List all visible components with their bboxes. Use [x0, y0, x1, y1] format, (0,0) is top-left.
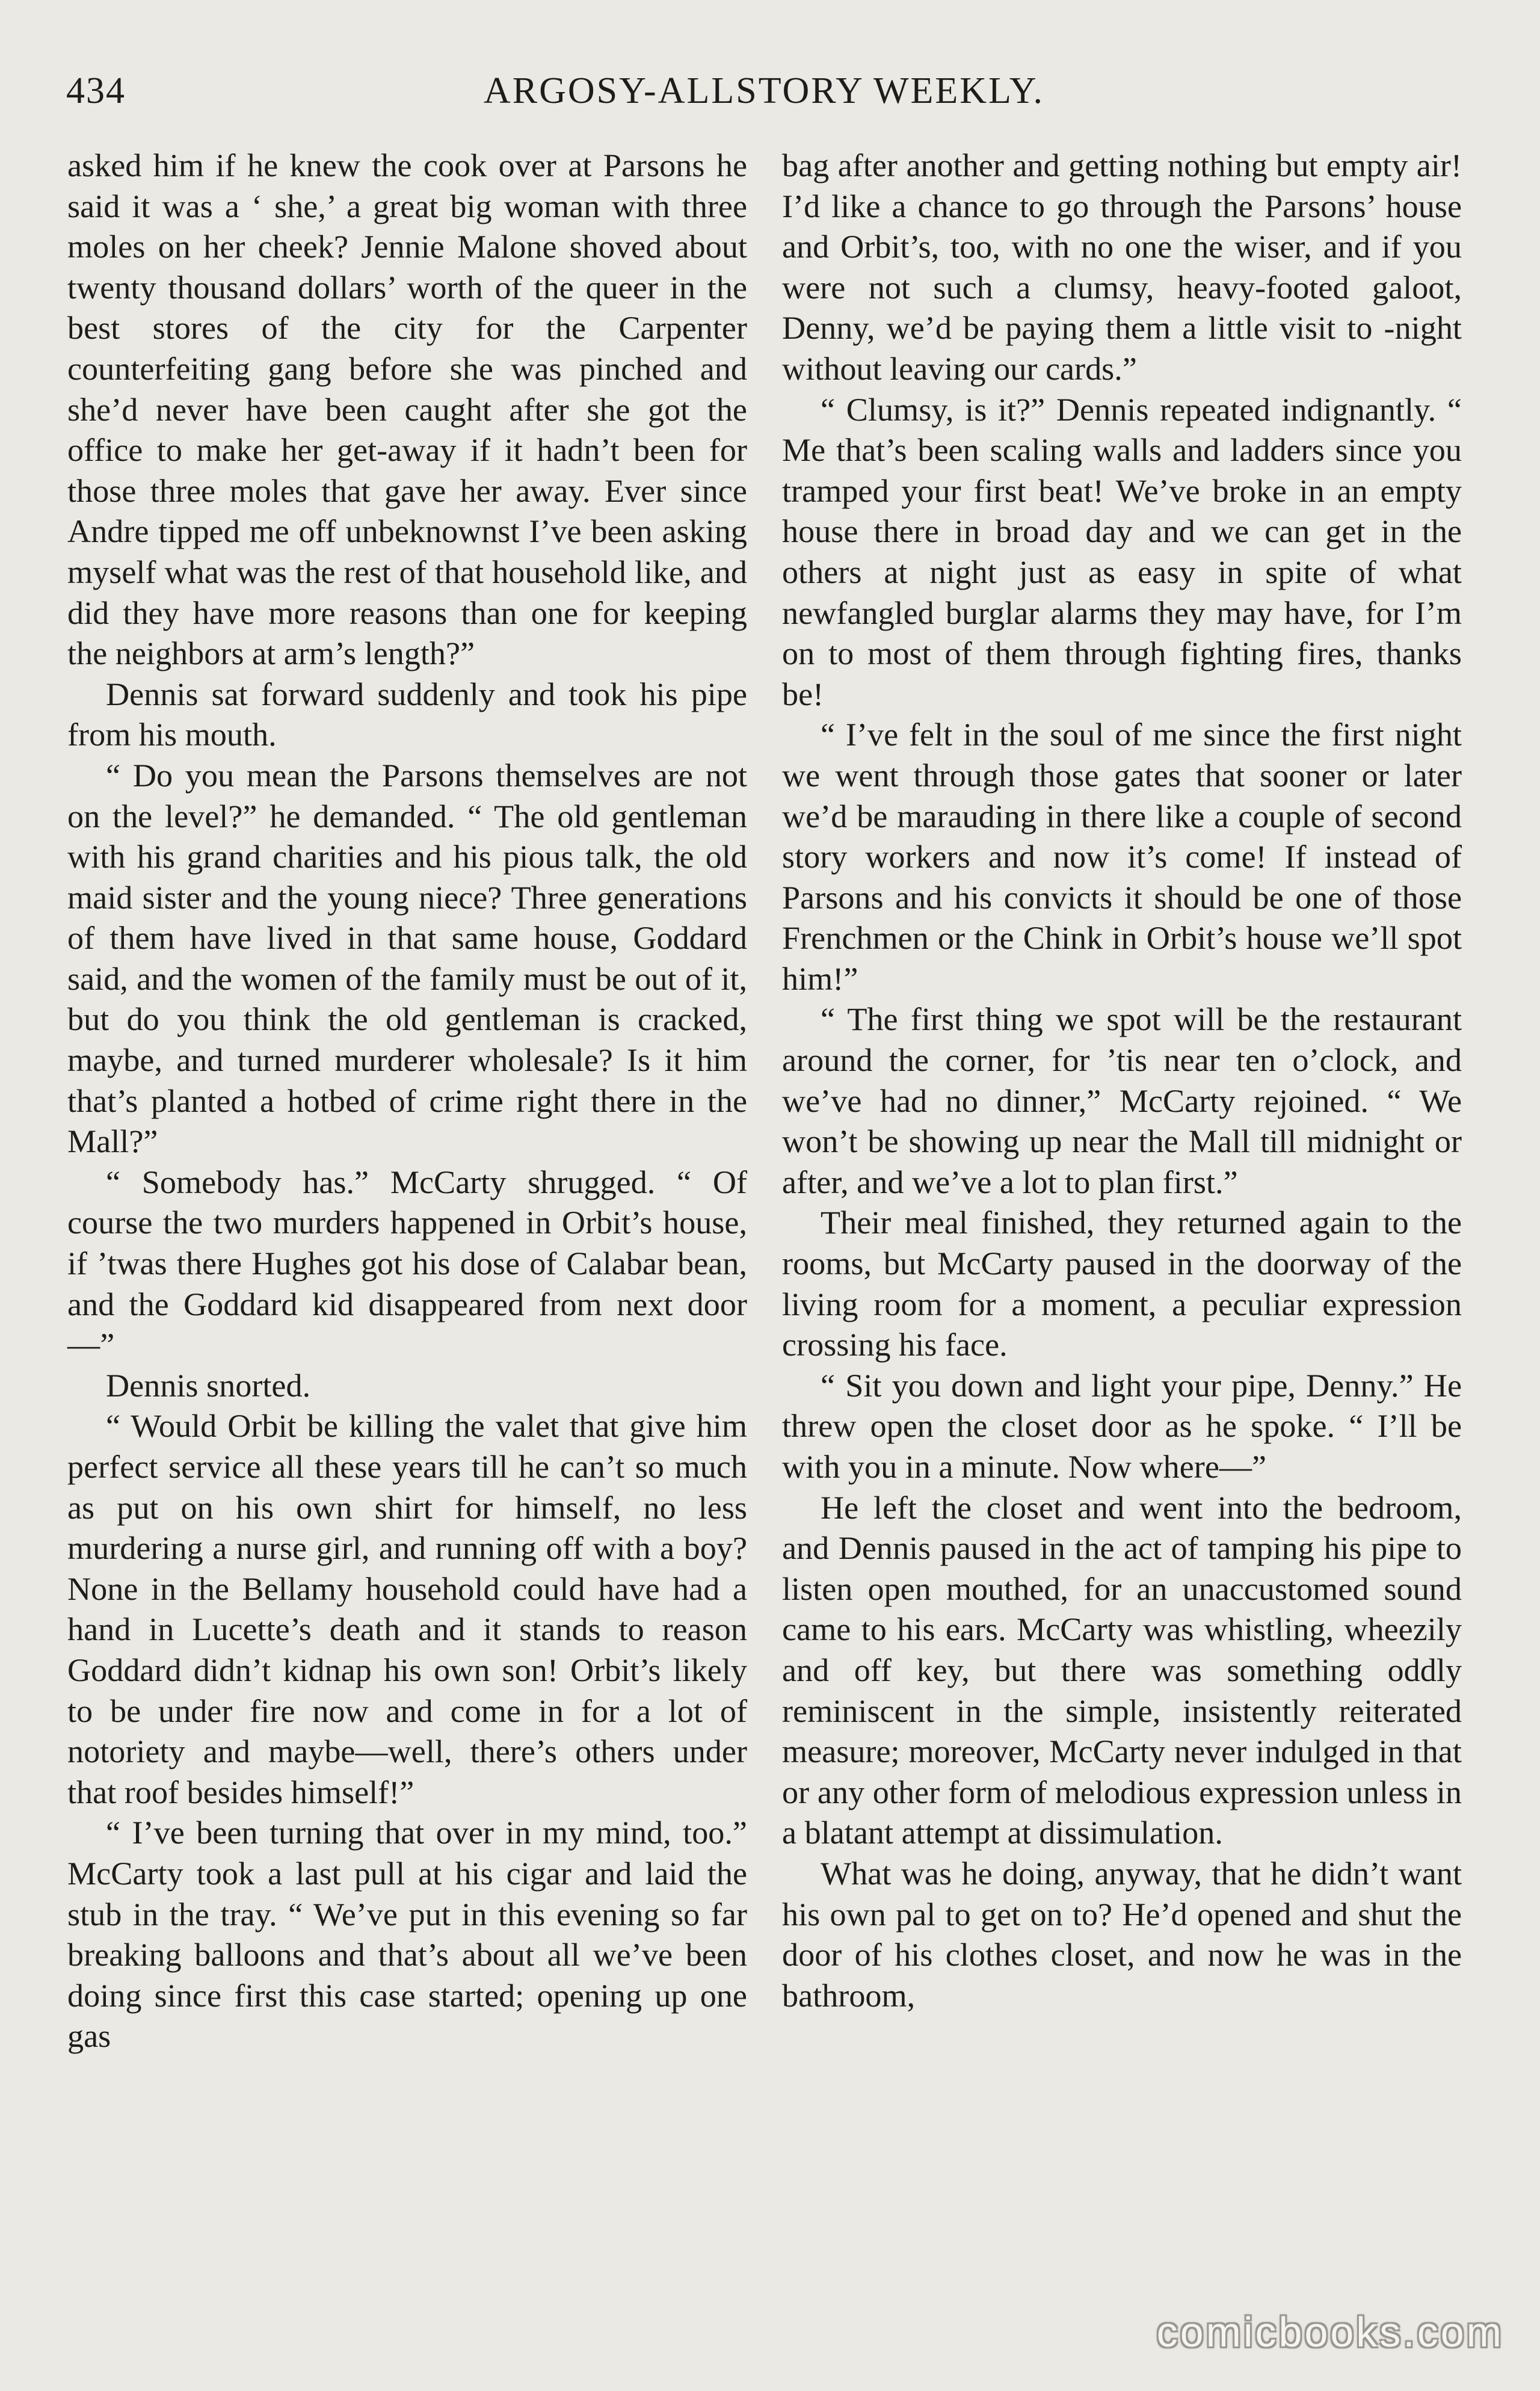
paragraph: “ Clumsy, is it?” Dennis repeated indignantly. “ Me that’s been scaling walls and ladders since you tramped your first beat! We’ve broke in an empty house there in broad day and we can get in the others at night just as easy in spite of what newfangled burglar alarms they may have, for I’m on to most of them through fighting fires, thanks be!: [782, 391, 1462, 712]
paragraph: Dennis sat forward suddenly and took his pipe from his mouth.: [67, 676, 747, 753]
paragraph: “ Sit you down and light your pipe, Denny.” He threw open the closet door as he spoke. “ I’ll be with you in a minute. Now where—”: [782, 1367, 1462, 1485]
paragraph: “ Somebody has.” McCarty shrugged. “ Of course the two murders happened in Orbit’s house, if ’twas there Hughes got his dose of Calabar bean, and the Goddard kid disappeared from next door—”: [67, 1164, 747, 1363]
page-header: [66, 65, 1462, 119]
paragraph: “ I’ve been turning that over in my mind, too.” McCarty took a last pull at his cigar and laid the stub in the tray. “ We’ve put in this evening so far breaking balloons and that’s about all we’ve been doing since first this case started; opening up one gas: [67, 1815, 747, 2055]
paragraph: What was he doing, anyway, that he didn’t want his own pal to get on to? He’d opened and shut the door of his clothes closet, and now he was in the bathroom,: [782, 1855, 1462, 2014]
left-column: [67, 146, 747, 2057]
paragraph: “ I’ve felt in the soul of me since the first night we went through those gates that sooner or later we’d be marauding in there like a couple of second story workers and now it’s come! If instead of Parsons and his convicts it should be one of those Frenchmen or the Chink in Orbit’s house we’ll spot him!”: [782, 717, 1462, 997]
paragraph: “ The first thing we spot will be the restaurant around the corner, for ’tis near ten o’clock, and we’ve had no dinner,” McCarty rejoined. “ We won’t be showing up near the Mall till midnight or after, and we’ve a lot to plan first.”: [782, 1001, 1462, 1200]
paragraph: Their meal finished, they returned again to the rooms, but McCarty paused in the doorway of the living room for a moment, a peculiar expression crossing his face.: [782, 1205, 1462, 1363]
paragraph: asked him if he knew the cook over at Parsons he said it was a ‘ she,’ a great big woman with three moles on her cheek? Jennie Malone shoved about twenty thousand dollars’ worth of the queer in the best stores of the city for the Carpenter counterfeiting gang before she was pinched and she’d never have been caught after she got the office to make her get-away if it hadn’t been for those three moles that gave her away. Ever since Andre tipped me off unbeknownst I’ve been asking myself what was the rest of that household like, and did they have more reasons than one for keeping the neighbors at arm’s length?”: [67, 147, 747, 672]
page-number: 434: [66, 70, 126, 111]
paragraph: bag after another and getting nothing but empty air! I’d like a chance to go through the Parsons’ house and Orbit’s, too, with no one the wiser, and if you were not such a clumsy, heavy-footed galoot, Denny, we’d be paying them a little visit to -night without leaving our cards.”: [782, 147, 1462, 387]
running-title: ARGOSY-ALLSTORY WEEKLY.: [483, 70, 1044, 111]
paragraph: Dennis snorted.: [106, 1367, 311, 1404]
paragraph: “ Would Orbit be killing the valet that give him perfect service all these years till he can’t so much as put on his own shirt for himself, no less murdering a nurse girl, and running off with a boy? None in the Bellamy household could have had a hand in Lucette’s death and it stands to reason Goddard didn’t kidnap his own son! Orbit’s likely to be under fire now and come in for a lot of notoriety and maybe—well, there’s others under that roof besides himself!”: [67, 1408, 747, 1810]
paragraph: “ Do you mean the Parsons themselves are not on the level?” he demanded. “ The old gentleman with his grand charities and his pious talk, the old maid sister and the young niece? Three generations of them have lived in that same house, Goddard said, and the women of the family must be out of it, but do you think the old gentleman is cracked, maybe, and turned murderer wholesale? Is it him that’s planted a hotbed of crime right there in the Mall?”: [67, 757, 747, 1160]
watermark: comicbooks.com: [1156, 2309, 1504, 2356]
paragraph: He left the closet and went into the bedroom, and Dennis paused in the act of tamping his pipe to listen open mouthed, for an unaccustomed sound came to his ears. McCarty was whistling, wheezily and off key, but there was something oddly reminiscent in the simple, insistently reiterated measure; moreover, McCarty never indulged in that or any other form of melodious expression unless in a blatant attempt at dissimulation.: [782, 1489, 1462, 1851]
right-column: [782, 146, 1462, 2016]
